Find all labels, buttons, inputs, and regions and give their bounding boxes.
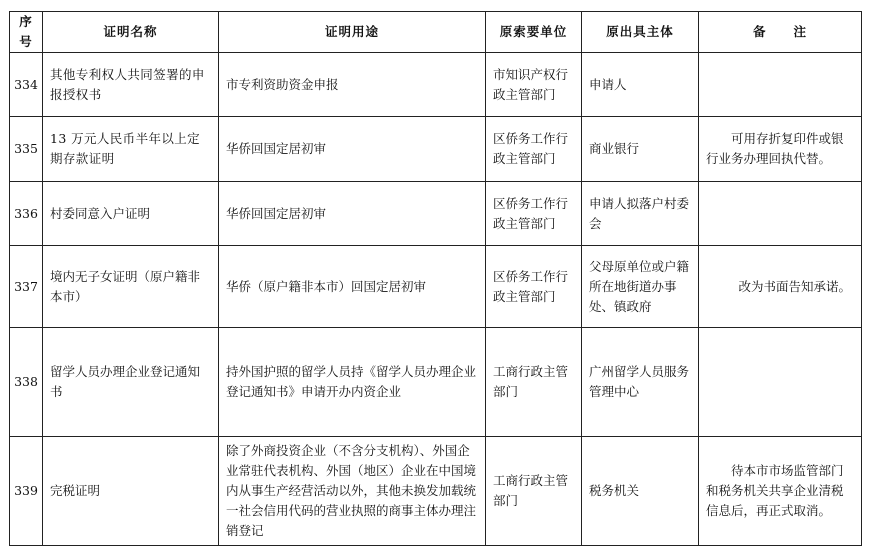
- cell-purpose: 市专利资助资金申报: [219, 53, 486, 117]
- table-row: [10, 437, 862, 546]
- cell-remark: [699, 53, 862, 117]
- cell-no: 336: [10, 182, 43, 246]
- cell-requester: 工商行政主管部门: [486, 328, 582, 437]
- cell-requester: 区侨务工作行政主管部门: [486, 182, 582, 246]
- header-name: 证明名称: [43, 12, 219, 53]
- cell-remark: 改为书面告知承诺。: [699, 246, 862, 328]
- cell-requester: 工商行政主管部门: [486, 437, 582, 546]
- cell-no: 337: [10, 246, 43, 328]
- header-issuer: 原出具主体: [582, 12, 699, 53]
- cell-issuer: 父母原单位或户籍所在地街道办事处、镇政府: [582, 246, 699, 328]
- table-header-row: [10, 12, 862, 53]
- cell-purpose: 华侨（原户籍非本市）回国定居初审: [219, 246, 486, 328]
- cell-purpose: 除了外商投资企业（不含分支机构）、外国企业常驻代表机构、外国（地区）企业在中国境内从事生产经营活动以外，其他未换发加载统一社会信用代码的营业执照的商事主体办理注销登记: [219, 437, 486, 546]
- cell-issuer: 申请人: [582, 53, 699, 117]
- header-no: 序号: [10, 12, 43, 53]
- cell-remark: 可用存折复印件或银行业务办理回执代替。: [699, 117, 862, 182]
- header-purpose: 证明用途: [219, 12, 486, 53]
- cell-purpose: 持外国护照的留学人员持《留学人员办理企业登记通知书》申请开办内资企业: [219, 328, 486, 437]
- cell-issuer: 商业银行: [582, 117, 699, 182]
- cell-remark: [699, 328, 862, 437]
- cell-name: 完税证明: [43, 437, 219, 546]
- cell-issuer: 广州留学人员服务管理中心: [582, 328, 699, 437]
- cell-name: 其他专利权人共同签署的申报授权书: [43, 53, 219, 117]
- cell-issuer: 税务机关: [582, 437, 699, 546]
- table-row: [10, 53, 862, 117]
- cell-requester: 市知识产权行政主管部门: [486, 53, 582, 117]
- table-row: [10, 246, 862, 328]
- cell-no: 335: [10, 117, 43, 182]
- cell-name: 村委同意入户证明: [43, 182, 219, 246]
- cell-no: 339: [10, 437, 43, 546]
- cell-name: 留学人员办理企业登记通知书: [43, 328, 219, 437]
- table-row: [10, 117, 862, 182]
- cell-purpose: 华侨回国定居初审: [219, 182, 486, 246]
- cell-name: 境内无子女证明（原户籍非本市）: [43, 246, 219, 328]
- cell-no: 334: [10, 53, 43, 117]
- header-remark: 备 注: [699, 12, 862, 53]
- cell-requester: 区侨务工作行政主管部门: [486, 117, 582, 182]
- table-row: [10, 182, 862, 246]
- cell-name: 13 万元人民币半年以上定期存款证明: [43, 117, 219, 182]
- table-row: [10, 328, 862, 437]
- cell-requester: 区侨务工作行政主管部门: [486, 246, 582, 328]
- cell-remark: 待本市市场监管部门和税务机关共享企业清税信息后，再正式取消。: [699, 437, 862, 546]
- cell-remark: [699, 182, 862, 246]
- cell-purpose: 华侨回国定居初审: [219, 117, 486, 182]
- certificate-table: [9, 11, 862, 546]
- cell-issuer: 申请人拟落户村委会: [582, 182, 699, 246]
- cell-no: 338: [10, 328, 43, 437]
- header-requester: 原索要单位: [486, 12, 582, 53]
